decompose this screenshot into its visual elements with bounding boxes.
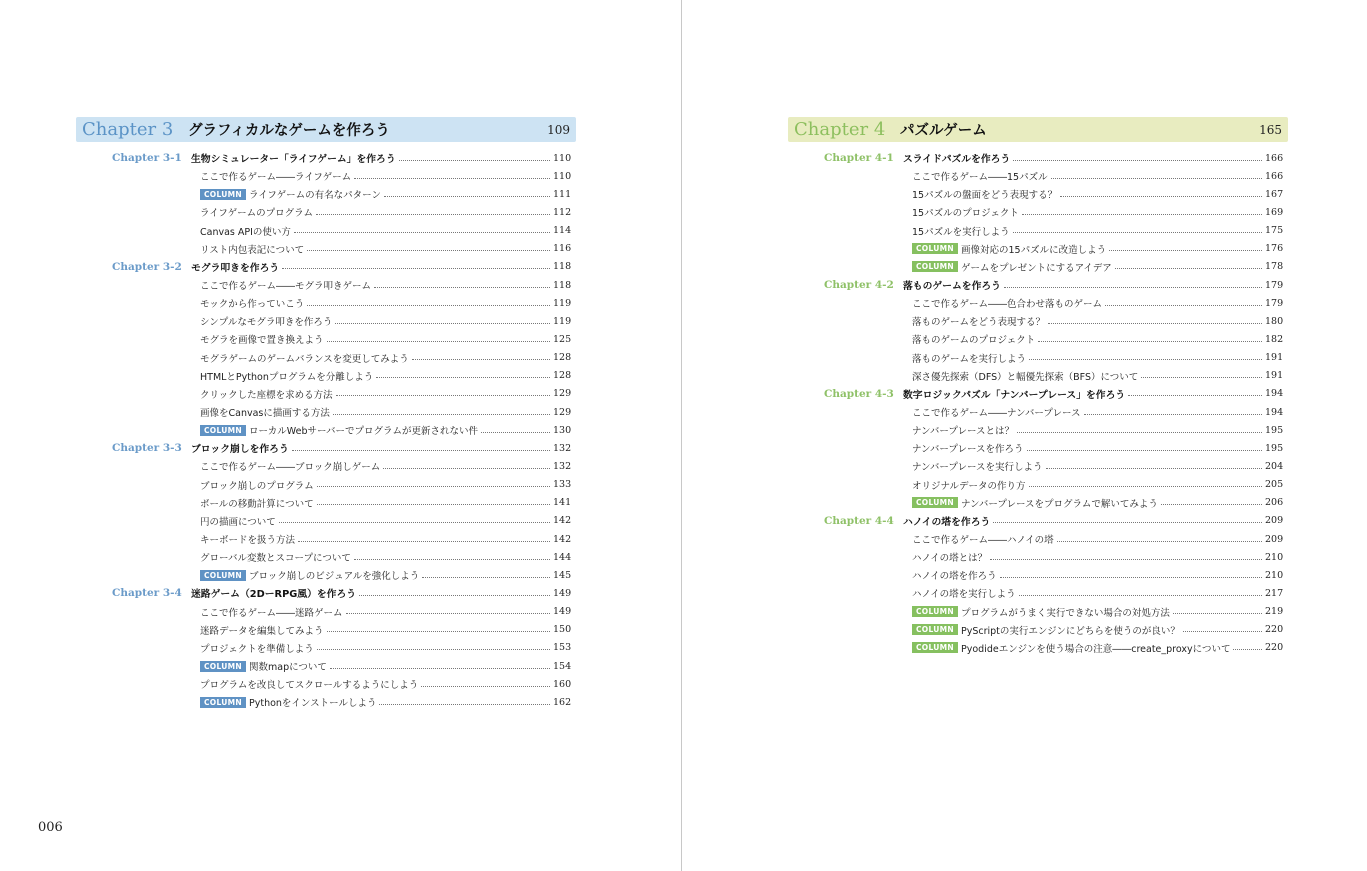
entry-title: 落ものゲームのプロジェクト <box>912 335 1036 347</box>
section-label: Chapter 4-1 <box>824 152 894 165</box>
entry-title: ここで作るゲーム――迷路ゲーム <box>200 607 343 619</box>
entry-page-number: 179 <box>1265 297 1284 309</box>
dot-leader <box>336 395 550 396</box>
entry-page-number: 145 <box>553 569 572 581</box>
dot-leader <box>421 686 550 687</box>
dot-leader <box>374 287 550 288</box>
dot-leader <box>1105 305 1262 306</box>
entry-page-number: 110 <box>553 170 572 182</box>
entry-title: ナンバープレースを作ろう <box>912 444 1024 456</box>
entry-title: ここで作るゲーム――ハノイの塔 <box>912 535 1054 547</box>
dot-leader <box>1115 268 1262 269</box>
toc-item-row[interactable] <box>824 185 1283 203</box>
toc-section-row[interactable] <box>112 439 571 457</box>
entry-title: シンプルなモグラ叩きを作ろう <box>200 317 333 329</box>
entry-page-number: 110 <box>553 152 572 164</box>
dot-leader <box>354 178 550 179</box>
section-label: Chapter 4-2 <box>824 279 894 292</box>
entry-page-number: 205 <box>1265 479 1284 491</box>
entry-page-number: 114 <box>553 225 572 237</box>
entry-title: 迷路データを編集してみよう <box>200 625 324 637</box>
entry-page-number: 130 <box>553 424 572 436</box>
column-badge: COLUMN <box>912 606 958 617</box>
chapter-page: 165 <box>1259 122 1282 137</box>
entry-title: 15パズルのプロジェクト <box>912 208 1019 220</box>
toc-section-row[interactable] <box>112 584 571 602</box>
chapter-title: グラフィカルなゲームを作ろう <box>188 123 390 139</box>
entry-title: グローバル変数とスコープについて <box>200 553 351 565</box>
entry-title: 迷路ゲーム（2DーRPG風）を作ろう <box>191 589 357 601</box>
entry-page-number: 132 <box>553 442 572 454</box>
dot-leader <box>376 377 550 378</box>
toc-item-row[interactable] <box>824 222 1283 240</box>
entry-page-number: 144 <box>553 551 572 563</box>
entry-page-number: 111 <box>553 188 572 200</box>
dot-leader <box>354 559 550 560</box>
dot-leader <box>1057 541 1262 542</box>
toc-item-row[interactable] <box>112 203 571 221</box>
toc-item-row[interactable] <box>824 403 1283 421</box>
entry-page-number: 175 <box>1265 225 1284 237</box>
toc-column-row[interactable] <box>112 566 571 584</box>
toc-list-left <box>112 149 571 711</box>
toc-item-row[interactable] <box>112 403 571 421</box>
dot-leader <box>327 631 550 632</box>
section-label: Chapter 4-4 <box>824 514 894 527</box>
entry-title: モックから作っていこう <box>200 299 305 311</box>
toc-item-row[interactable] <box>112 512 571 530</box>
toc-item-row[interactable] <box>824 457 1283 475</box>
section-label: Chapter 3-2 <box>112 260 182 273</box>
entry-page-number: 195 <box>1265 442 1284 454</box>
entry-page-number: 160 <box>553 678 572 690</box>
entry-page-number: 167 <box>1265 188 1284 200</box>
entry-title: HTMLとPythonプログラムを分離しよう <box>200 371 374 383</box>
toc-item-row[interactable] <box>112 621 571 639</box>
dot-leader <box>333 414 550 415</box>
entry-title: ここで作るゲーム――ブロック崩しゲーム <box>200 462 381 474</box>
entry-title: 画像対応の15パズルに改造しよう <box>961 244 1107 256</box>
dot-leader <box>307 250 550 251</box>
entry-page-number: 204 <box>1265 460 1284 472</box>
toc-item-row[interactable] <box>112 476 571 494</box>
toc-column-row[interactable] <box>112 693 571 711</box>
entry-title: ハノイの塔とは？ <box>912 553 988 565</box>
entry-title: プログラムがうまく実行できない場合の対処方法 <box>961 607 1170 619</box>
entry-title: ハノイの塔を作ろう <box>912 571 997 583</box>
chapter-4-header[interactable] <box>788 117 1288 142</box>
column-badge: COLUMN <box>200 570 246 581</box>
entry-page-number: 133 <box>553 479 572 491</box>
dot-leader <box>327 341 550 342</box>
toc-section-row[interactable] <box>112 149 571 167</box>
entry-page-number: 210 <box>1265 551 1284 563</box>
entry-page-number: 153 <box>553 642 572 654</box>
dot-leader <box>1004 287 1262 288</box>
dot-leader <box>422 577 550 578</box>
toc-item-row[interactable] <box>824 476 1283 494</box>
toc-item-row[interactable] <box>824 584 1283 602</box>
entry-page-number: 116 <box>553 243 572 255</box>
entry-title: スライドパズルを作ろう <box>903 154 1011 166</box>
entry-title: ライフゲームの有名なパターン <box>249 190 381 202</box>
entry-title: リスト内包表記について <box>200 244 305 256</box>
entry-title: ブロック崩しのプログラム <box>200 480 314 492</box>
entry-page-number: 118 <box>553 279 572 291</box>
chapter-3-header[interactable] <box>76 117 576 142</box>
column-badge: COLUMN <box>912 261 958 272</box>
entry-title: ここで作るゲーム――ライフゲーム <box>200 172 352 184</box>
column-badge: COLUMN <box>200 697 246 708</box>
entry-title: Canvas APIの使い方 <box>200 226 291 238</box>
entry-page-number: 206 <box>1265 497 1284 509</box>
entry-page-number: 119 <box>553 315 572 327</box>
toc-item-row[interactable] <box>824 548 1283 566</box>
chapter-label: Chapter 3 <box>82 119 174 140</box>
toc-column-row[interactable] <box>824 603 1283 621</box>
toc-item-row[interactable] <box>112 276 571 294</box>
entry-title: モグラゲームのゲームバランスを変更してみよう <box>200 353 409 365</box>
toc-item-row[interactable] <box>112 222 571 240</box>
chapter-title: パズルゲーム <box>900 123 987 139</box>
column-badge: COLUMN <box>912 243 958 254</box>
dot-leader <box>298 541 550 542</box>
dot-leader <box>1109 250 1262 251</box>
page-number: 006 <box>38 820 63 835</box>
entry-title: 15パズルを実行しよう <box>912 226 1010 238</box>
column-badge: COLUMN <box>912 642 958 653</box>
entry-title: ここで作るゲーム――色合わせ落ものゲーム <box>912 299 1103 311</box>
entry-page-number: 142 <box>553 515 572 527</box>
entry-page-number: 129 <box>553 406 572 418</box>
entry-title: Pythonをインストールしよう <box>249 698 377 710</box>
toc-item-row[interactable] <box>112 330 571 348</box>
entry-page-number: 112 <box>553 206 572 218</box>
toc-section-row[interactable] <box>824 512 1283 530</box>
dot-leader <box>316 214 550 215</box>
dot-leader <box>1046 468 1262 469</box>
chapter-label: Chapter 4 <box>794 119 886 140</box>
toc-column-row[interactable] <box>112 185 571 203</box>
column-badge: COLUMN <box>912 497 958 508</box>
entry-page-number: 182 <box>1265 333 1284 345</box>
entry-title: クリックした座標を求める方法 <box>200 389 333 401</box>
dot-leader <box>1029 486 1262 487</box>
entry-title: 15パズルの盤面をどう表現する？ <box>912 190 1058 202</box>
toc-item-row[interactable] <box>824 312 1283 330</box>
entry-title: ブロック崩しのビジュアルを強化しよう <box>249 571 420 583</box>
entry-page-number: 150 <box>553 624 572 636</box>
entry-title: ローカルWebサーバーでプログラムが更新されない件 <box>249 426 478 438</box>
column-badge: COLUMN <box>200 189 246 200</box>
dot-leader <box>1027 450 1262 451</box>
dot-leader <box>383 468 550 469</box>
toc-section-row[interactable] <box>824 149 1283 167</box>
entry-page-number: 220 <box>1265 624 1284 636</box>
entry-page-number: 129 <box>553 388 572 400</box>
entry-title: ゲームをプレゼントにするアイデア <box>961 262 1112 274</box>
dot-leader <box>1022 214 1262 215</box>
entry-page-number: 176 <box>1265 243 1284 255</box>
toc-item-row[interactable] <box>112 548 571 566</box>
toc-item-row[interactable] <box>112 349 571 367</box>
entry-title: Pyodideエンジンを使う場合の注意――create_proxyについて <box>961 643 1231 655</box>
entry-page-number: 154 <box>553 660 572 672</box>
dot-leader <box>384 196 550 197</box>
entry-title: 落ものゲームを実行しよう <box>912 353 1027 365</box>
dot-leader <box>1233 649 1262 650</box>
toc-section-row[interactable] <box>112 258 571 276</box>
toc-item-row[interactable] <box>112 240 571 258</box>
entry-title: 生物シミュレーター「ライフゲーム」を作ろう <box>191 154 396 166</box>
entry-page-number: 128 <box>553 370 572 382</box>
dot-leader <box>993 522 1262 523</box>
entry-title: 落ものゲームを作ろう <box>903 281 1001 293</box>
dot-leader <box>990 559 1262 560</box>
entry-page-number: 128 <box>553 352 572 364</box>
toc-item-row[interactable] <box>112 675 571 693</box>
entry-title: プログラムを改良してスクロールするようにしよう <box>200 680 419 692</box>
toc-column-row[interactable] <box>112 421 571 439</box>
section-label: Chapter 3-3 <box>112 442 182 455</box>
dot-leader <box>346 613 550 614</box>
left-page <box>0 0 681 871</box>
entry-title: 落ものゲームをどう表現する？ <box>912 317 1046 329</box>
dot-leader <box>399 160 550 161</box>
entry-title: オリジナルデータの作り方 <box>912 480 1026 492</box>
entry-page-number: 119 <box>553 297 572 309</box>
dot-leader <box>292 450 550 451</box>
dot-leader <box>1141 377 1262 378</box>
dot-leader <box>481 432 550 433</box>
dot-leader <box>307 305 550 306</box>
entry-title: ナンバープレースをプログラムで解いてみよう <box>961 498 1158 510</box>
entry-title: ハノイの塔を作ろう <box>903 516 991 528</box>
entry-page-number: 166 <box>1265 152 1284 164</box>
entry-title: ここで作るゲーム――ナンバープレース <box>912 408 1081 420</box>
entry-title: ハノイの塔を実行しよう <box>912 589 1016 601</box>
entry-page-number: 118 <box>553 261 572 273</box>
entry-title: ナンバープレースを実行しよう <box>912 462 1043 474</box>
dot-leader <box>1013 232 1262 233</box>
entry-page-number: 210 <box>1265 569 1284 581</box>
toc-item-row[interactable] <box>112 530 571 548</box>
entry-page-number: 142 <box>553 533 572 545</box>
toc-item-row[interactable] <box>112 367 571 385</box>
dot-leader <box>1013 160 1262 161</box>
dot-leader <box>1051 178 1262 179</box>
dot-leader <box>1084 414 1262 415</box>
toc-item-row[interactable] <box>112 494 571 512</box>
dot-leader <box>1048 323 1262 324</box>
toc-item-row[interactable] <box>112 457 571 475</box>
toc-item-row[interactable] <box>112 385 571 403</box>
entry-title: 数字ロジックパズル「ナンバープレース」を作ろう <box>903 389 1126 401</box>
dot-leader <box>1017 432 1262 433</box>
toc-column-row[interactable] <box>824 258 1283 276</box>
entry-title: ボールの移動計算について <box>200 498 314 510</box>
entry-page-number: 217 <box>1265 587 1284 599</box>
column-badge: COLUMN <box>200 425 246 436</box>
entry-title: プロジェクトを準備しよう <box>200 643 314 655</box>
dot-leader <box>1029 359 1262 360</box>
entry-page-number: 191 <box>1265 370 1284 382</box>
toc-item-row[interactable] <box>824 294 1283 312</box>
entry-title: モグラを画像で置き換えよう <box>200 335 324 347</box>
toc-item-row[interactable] <box>824 367 1283 385</box>
entry-page-number: 219 <box>1265 606 1284 618</box>
toc-item-row[interactable] <box>824 349 1283 367</box>
dot-leader <box>279 522 550 523</box>
toc-column-row[interactable] <box>824 494 1283 512</box>
column-badge: COLUMN <box>200 661 246 672</box>
section-label: Chapter 4-3 <box>824 387 894 400</box>
entry-page-number: 220 <box>1265 642 1284 654</box>
entry-page-number: 209 <box>1265 533 1284 545</box>
dot-leader <box>294 232 550 233</box>
dot-leader <box>317 649 550 650</box>
entry-page-number: 169 <box>1265 206 1284 218</box>
entry-page-number: 149 <box>553 606 572 618</box>
toc-item-row[interactable] <box>824 330 1283 348</box>
toc-item-row[interactable] <box>112 603 571 621</box>
entry-page-number: 162 <box>553 696 572 708</box>
dot-leader <box>1173 613 1262 614</box>
toc-section-row[interactable] <box>824 276 1283 294</box>
entry-page-number: 195 <box>1265 424 1284 436</box>
dot-leader <box>379 704 550 705</box>
chapter-page: 109 <box>547 122 570 137</box>
entry-page-number: 178 <box>1265 261 1284 273</box>
toc-column-row[interactable] <box>824 639 1283 657</box>
entry-title: 円の描画について <box>200 516 276 528</box>
entry-page-number: 179 <box>1265 279 1284 291</box>
entry-title: 関数mapについて <box>249 662 327 673</box>
dot-leader <box>317 486 550 487</box>
dot-leader <box>282 268 550 269</box>
toc-item-row[interactable] <box>824 421 1283 439</box>
entry-page-number: 209 <box>1265 515 1284 527</box>
entry-page-number: 166 <box>1265 170 1284 182</box>
toc-item-row[interactable] <box>112 167 571 185</box>
dot-leader <box>330 668 550 669</box>
toc-item-row[interactable] <box>824 203 1283 221</box>
toc-column-row[interactable] <box>824 621 1283 639</box>
entry-title: モグラ叩きを作ろう <box>191 262 280 274</box>
dot-leader <box>1000 577 1262 578</box>
toc-list-right <box>824 149 1283 657</box>
dot-leader <box>359 595 550 596</box>
entry-page-number: 132 <box>553 460 572 472</box>
entry-page-number: 194 <box>1265 406 1284 418</box>
entry-page-number: 191 <box>1265 352 1284 364</box>
entry-title: ここで作るゲーム――モグラ叩きゲーム <box>200 281 372 293</box>
entry-title: ここで作るゲーム――15パズル <box>912 172 1048 184</box>
toc-item-row[interactable] <box>824 530 1283 548</box>
column-badge: COLUMN <box>912 624 958 635</box>
entry-page-number: 180 <box>1265 315 1284 327</box>
entry-title: 画像をCanvasに描画する方法 <box>200 408 330 420</box>
entry-title: 深さ優先探索（DFS）と幅優先探索（BFS）について <box>912 371 1139 383</box>
section-label: Chapter 3-1 <box>112 152 182 165</box>
entry-title: PyScriptの実行エンジンにどちらを使うのが良い？ <box>961 625 1180 637</box>
entry-title: ナンバープレースとは？ <box>912 426 1015 438</box>
section-label: Chapter 3-4 <box>112 587 182 600</box>
entry-page-number: 149 <box>553 587 572 599</box>
toc-item-row[interactable] <box>112 294 571 312</box>
dot-leader <box>1128 395 1262 396</box>
entry-page-number: 194 <box>1265 388 1284 400</box>
dot-leader <box>1019 595 1262 596</box>
entry-title: キーボードを扱う方法 <box>200 535 296 547</box>
entry-page-number: 141 <box>553 497 572 509</box>
entry-page-number: 125 <box>553 333 572 345</box>
entry-title: ライフゲームのプログラム <box>200 208 314 220</box>
dot-leader <box>1038 341 1262 342</box>
right-page <box>682 0 1367 871</box>
toc-column-row[interactable] <box>112 657 571 675</box>
toc-item-row[interactable] <box>824 439 1283 457</box>
dot-leader <box>317 504 550 505</box>
dot-leader <box>1183 631 1262 632</box>
dot-leader <box>1060 196 1262 197</box>
toc-item-row[interactable] <box>112 639 571 657</box>
toc-item-row[interactable] <box>824 167 1283 185</box>
toc-item-row[interactable] <box>824 566 1283 584</box>
entry-title: ブロック崩しを作ろう <box>191 444 289 456</box>
dot-leader <box>1161 504 1262 505</box>
dot-leader <box>335 323 550 324</box>
toc-column-row[interactable] <box>824 240 1283 258</box>
toc-item-row[interactable] <box>112 312 571 330</box>
toc-section-row[interactable] <box>824 385 1283 403</box>
dot-leader <box>412 359 550 360</box>
